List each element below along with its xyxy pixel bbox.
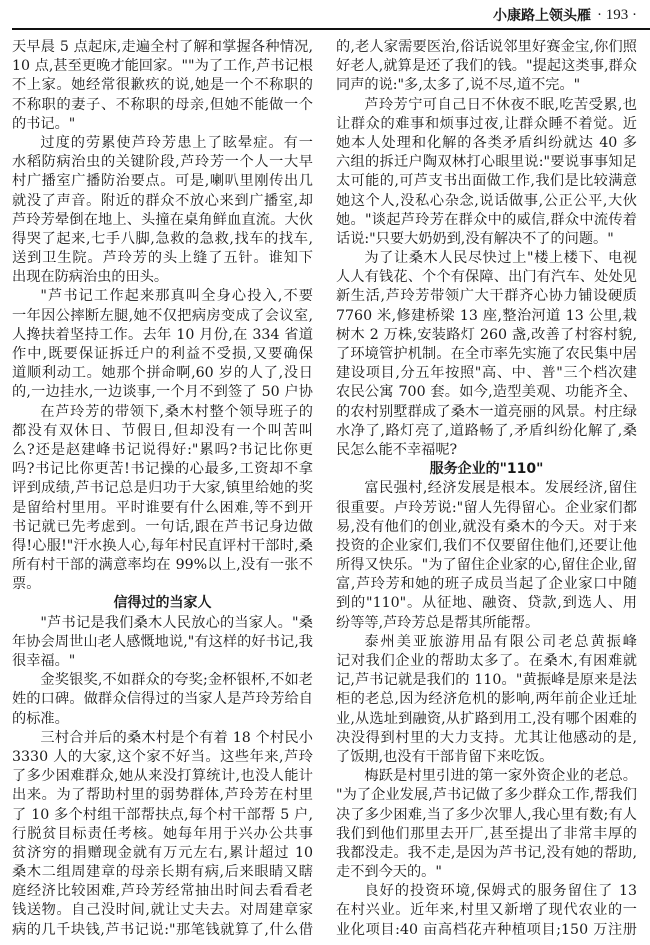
text-line: 易,没有他们的创业,就没有桑木的今天。对于来 — [336, 518, 637, 535]
text-line: 是留给村里用。平时谁要有什么困难,等不到开 — [12, 499, 313, 516]
text-line: 记,芦书记就是我们的 110。"黄振峰是原来是法 — [336, 672, 637, 689]
text-line: 3330 人的大家,这个家不好当。这些年来,芦玲 — [12, 748, 313, 765]
text-line: 所有村干部的满意率均在 99%以上,没有一张不 — [12, 557, 313, 574]
right-column — [336, 38, 637, 940]
text-line: 贫济穷的捐赠现金就有万元左右,累计超过 10 — [12, 844, 313, 861]
text-line: 太可能的,可芦支书出面做工作,我们是比较满意 — [336, 173, 637, 190]
text-line: 在村兴业。近年来,村里又新增了现代农业的一 — [336, 902, 637, 919]
text-line: 话说:"只要大奶奶到,没有解决不了的问题。" — [336, 230, 614, 247]
text-line: 投资的企业家们,我们不仅要留住他们,还要让他 — [336, 537, 637, 554]
text-line: 道顺利动工。她那个拼命啊,60 岁的人了,没日 — [12, 365, 313, 382]
text-line: 为了让桑木人民尽快过上"楼上楼下、电视 — [364, 250, 637, 267]
text-line: 的农村别墅群成了桑木一道亮丽的风景。村庄绿 — [336, 403, 637, 420]
text-line: 让群众的难事和烦事过夜,让群众睡不着觉。近 — [336, 115, 637, 132]
text-line: 记对我们企业的帮助太多了。在桑木,有困难就 — [336, 653, 637, 669]
text-line: 不上家。她经常很歉疚的说,她是一个不称职的 — [12, 77, 313, 94]
text-line: 钱送物。自己没时间,就让丈夫去。对周建章家 — [12, 902, 313, 919]
text-line: 得!心服!"汗水换人心,每年村民直评村干部时,桑 — [12, 537, 313, 554]
section-heading: 信得过的当家人 — [113, 595, 212, 612]
text-line: 书记就已先考虑到。一句话,跟在芦书记身边做 — [12, 518, 313, 535]
text-line: 同声的说:"多,太多了,说不尽,道不完。" — [336, 77, 581, 94]
text-line: 了环境管护机制。在全市率先实施了农民集中居 — [336, 346, 637, 362]
text-line: 了饭期,也没有干部肯留下来吃饭。 — [336, 748, 554, 765]
text-line: 梅跃是村里引进的第一家外资企业的老总。 — [364, 768, 637, 785]
text-line: 三村合并后的桑木村是个有着 18 个村民小 — [40, 729, 313, 746]
text-line: 决了多少困难,当了多少次罪人,我心里有数;有人 — [336, 806, 637, 823]
text-line: 不称职的妻子、不称职的母亲,但她不能做一个 — [12, 96, 313, 113]
text-line: 姓的口碑。做群众信得过的当家人是芦玲芳给自 — [12, 691, 313, 708]
text-line: 建设项目,分五年按照"高、中、普"三个档次建 — [336, 365, 637, 382]
text-line: 我们到他们那里去开厂,甚至提出了非常丰厚的 — [336, 825, 637, 842]
text-line: 她本人处理和化解的各类矛盾纠纷就达 40 多 — [336, 134, 637, 151]
text-line: 芦玲芳晕倒在地上、头撞在桌角鲜血直流。大伙 — [12, 211, 313, 228]
text-line: 村广播室广播防治要点。可是,喇叭里刚传出几 — [12, 173, 313, 190]
text-line: 所得又快乐。"为了留住企业家的心,留住企业,留 — [336, 557, 637, 574]
text-line: 柜的老总,因为经济危机的影响,两年前企业迁址 — [336, 691, 637, 708]
text-line: 芦玲芳宁可自己日不休夜不眠,吃苦受累,也 — [364, 96, 637, 113]
header-rule — [12, 28, 650, 30]
text-line: 她。"谈起芦玲芳在群众中的威信,群众中流传着 — [336, 211, 637, 228]
text-line: 过度的劳累使芦玲芳患上了眩晕症。有一 — [40, 134, 313, 151]
running-header — [493, 4, 637, 26]
text-line: 我都没走。我不走,是因为芦书记,没有她的帮助, — [336, 844, 637, 861]
text-line: 了 10 多个村组干部帮扶点,每个村干部帮 5 户, — [12, 806, 313, 823]
text-line: 病的几千块钱,芦书记说:"那笔钱就算了,什么借 — [12, 921, 313, 938]
text-line: 的,老人家需要医治,俗话说邻里好赛金宝,你们照 — [336, 39, 637, 55]
text-line: 六组的拆迁户陶双林打心眼里说:"要说事事知足 — [336, 154, 637, 171]
text-line: 桑木二组周建章的母亲长期有病,后来眼睛又瞎 — [12, 864, 313, 881]
text-line: 得哭了起来,七手八脚,急救的急救,找车的找车, — [12, 230, 313, 247]
text-line: 新生活,芦玲芳带领广大干群齐心协力铺设硬质 — [336, 288, 637, 305]
text-line: 7760 米,修建桥梁 13 座,整治河道 13 公里,栽 — [336, 307, 637, 324]
text-line: 富民强村,经济发展是根本。发展经济,留住 — [364, 480, 637, 497]
text-line: 送到卫生院。芦玲芳的头上缝了五针。谁知下 — [12, 250, 313, 267]
text-line: 良好的投资环境,保姆式的服务留住了 13 — [364, 883, 637, 900]
text-line: 到的"110"。从征地、融资、贷款,到选人、用 — [336, 595, 637, 612]
text-line: 票。 — [12, 576, 41, 593]
text-line: 的标准。 — [12, 710, 69, 727]
text-line: 农民公寓 700 套。如今,造型美观、功能齐全、 — [336, 384, 637, 401]
text-line: 出来。为了帮助村里的弱势群体,芦玲芳在村里 — [12, 787, 313, 804]
text-line: 就没了声音。附近的群众不放心来到广播室,却 — [12, 192, 313, 209]
text-line: 天早晨 5 点起床,走遍全村了解和掌握各种情况, — [12, 39, 313, 55]
text-line: 一年因公摔断左腿,她不仅把病房变成了会议室, — [12, 307, 313, 324]
text-line: 她这个人,没私心杂念,说话做事,公正公平,大伙 — [336, 192, 637, 209]
text-line: 10 点,甚至更晚才能回家。""为了工作,芦书记根 — [12, 58, 313, 75]
text-line: 很幸福。" — [12, 653, 76, 669]
text-line: 水稻防病治虫的关键阶段,芦玲芳一个人一大早 — [12, 154, 313, 171]
text-line: 都没有双休日、节假日,但却没有一个叫苦叫 — [12, 422, 313, 439]
text-line: 民怎么能不幸福呢? — [336, 441, 458, 458]
text-line: 么?还是赵建峰书记说得好:"累吗?书记比你更 — [12, 441, 313, 458]
text-line: 出现在防病治虫的田头。 — [12, 269, 169, 286]
text-line: 的,一边挂水,一边谈事,一个月不到签了 50 户协 — [12, 384, 313, 401]
text-line: 树木 2 万株,安装路灯 260 盏,改善了村容村貌, — [336, 326, 637, 343]
text-line: 庭经济比较困难,芦玲芳经常抽出时间去看看老 — [12, 883, 313, 900]
text-line: 好老人,就算是还了我们的钱。"提起这类事,群众 — [336, 58, 637, 75]
text-line: 人搀扶着坚持工作。去年 10 月份,在 334 省道 — [12, 326, 313, 343]
text-line: 业,从选址到融资,从扩路到用工,没有哪个困难的 — [336, 710, 637, 727]
text-line: 在芦玲芳的带领下,桑木村整个领导班子的 — [40, 403, 313, 420]
text-line: 水净了,路灯亮了,道路畅了,矛盾纠纷化解了,桑 — [336, 422, 637, 439]
text-line: 泰州美亚旅游用品有限公司老总黄振峰 — [364, 633, 637, 650]
text-line: 人人有钱花、个个有保障、出门有汽车、处处见 — [336, 269, 637, 286]
text-line: 的书记。" — [12, 115, 76, 132]
text-line: 富,芦玲芳和她的班子成员当起了企业家口中随 — [336, 576, 637, 593]
text-line: 吗?书记比你更苦!书记操的心最多,工资却不拿 — [12, 461, 313, 478]
text-line: 走不到今天的。" — [336, 864, 442, 881]
running-header-title: 小康路上领头雁 — [493, 8, 591, 24]
text-line: "为了企业发展,芦书记做了多少群众工作,帮我们 — [336, 787, 637, 804]
left-column — [12, 38, 313, 940]
text-line: 纷等等,芦玲芳总是帮其所能帮。 — [336, 614, 540, 631]
text-line: "芦书记是我们桑木人民放心的当家人。"桑 — [40, 614, 313, 631]
text-line: 金奖银奖,不如群众的夸奖;金杯银杯,不如老 — [40, 672, 313, 689]
text-line: 了多少困难群众,她从来没打算统计,也没人能计 — [12, 768, 313, 785]
text-line: 很重要。卢玲芳说:"留人先得留心。企业家们都 — [336, 499, 637, 516]
text-line: 年协会周世山老人感慨地说,"有这样的好书记,我 — [12, 633, 313, 650]
text-line: 评到成绩,芦书记总是归功于大家,镇里给她的奖 — [12, 480, 313, 497]
text-line: 业化项目:40 亩高档花卉种植项目;150 万注册 — [336, 921, 637, 938]
text-line: "芦书记工作起来那真叫全身心投入,不要 — [40, 288, 313, 305]
text-line: 行脱贫目标责任考核。她每年用于兴办公共事 — [12, 825, 313, 842]
text-line: 决没得到村里的大力支持。尤其让他感动的是, — [336, 729, 637, 746]
text-line: 作中,既要保证拆迁户的利益不受损,又要确保 — [12, 346, 313, 362]
page-number: · 193 · — [597, 6, 637, 23]
section-heading: 服务企业的"110" — [429, 461, 544, 478]
